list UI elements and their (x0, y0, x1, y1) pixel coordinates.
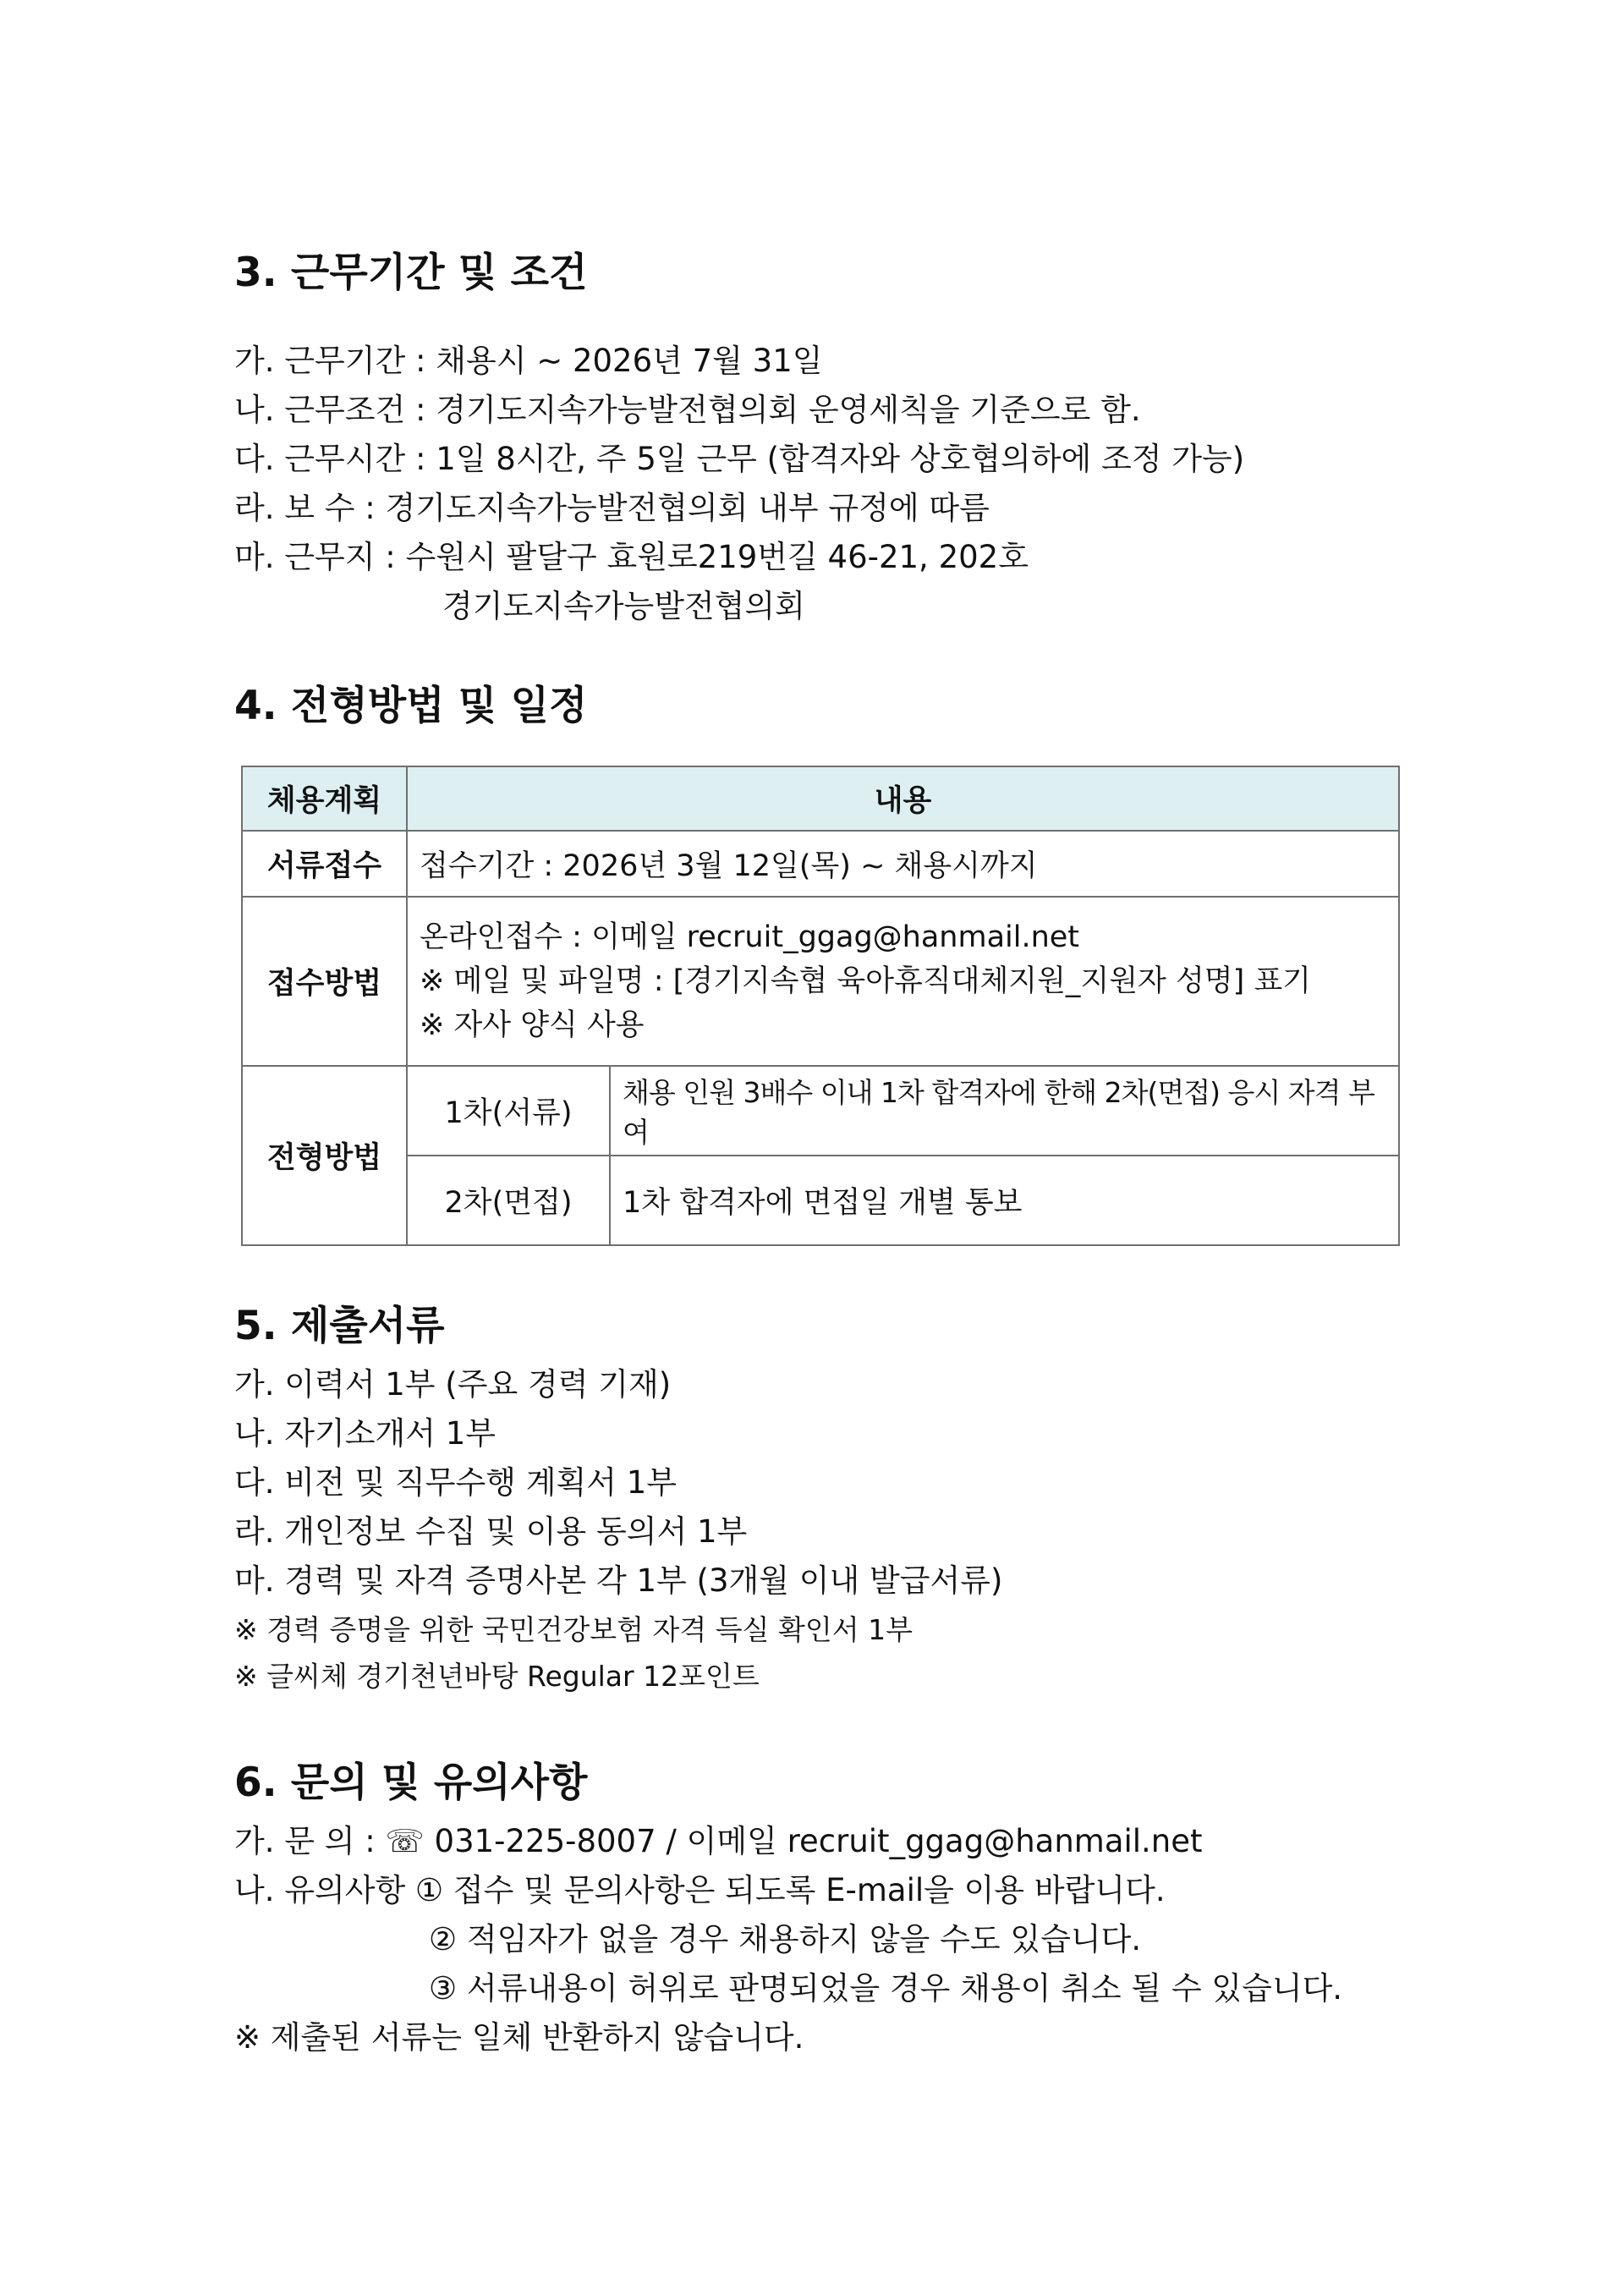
section-4-title: 4. 전형방법 및 일정 (234, 683, 588, 729)
section-5-item: 라. 개인정보 수집 및 이용 동의서 1부 (234, 1513, 748, 1550)
caution-line: ② 적임자가 없을 경우 채용하지 않을 수도 있습니다. (429, 1921, 1142, 1957)
receipt-method-line: ※ 메일 및 파일명 : [경기지속협 육아휴직대체지원_지원자 성명] 표기 (420, 964, 1311, 998)
section-3-item: 라. 보 수 : 경기도지속가능발전협의회 내부 규정에 따름 (234, 490, 990, 526)
table-row (242, 1156, 1399, 1245)
section-3-item: 다. 근무시간 : 1일 8시간, 주 5일 근무 (합격자와 상호협의하에 조정 가능) (234, 441, 1245, 477)
section-5-item: 다. 비전 및 직무수행 계획서 1부 (234, 1464, 678, 1501)
section-5-note: ※ 글씨체 경기천년바탕 Regular 12포인트 (234, 1660, 760, 1693)
section-3-item: 가. 근무기간 : 채용시 ~ 2026년 7월 31일 (234, 343, 823, 379)
section-3-item: 마. 근무지 : 수원시 팔달구 효원로219번길 46-21, 202호 (234, 539, 1029, 575)
section-3-title: 3. 근무기간 및 조건 (234, 250, 588, 296)
stage-1-desc: 채용 인원 3배수 이내 1차 합격자에 한해 2차(면접) 응시 자격 부여 (610, 1066, 1399, 1156)
section-5-item: 나. 자기소개서 1부 (234, 1415, 497, 1452)
stage-2-name: 2차(면접) (407, 1156, 610, 1245)
stage-1-name: 1차(서류) (407, 1066, 610, 1156)
caution-line: 나. 유의사항 ① 접수 및 문의사항은 되도록 E-mail을 이용 바랍니다. (234, 1872, 1166, 1908)
table-header-content: 내용 (407, 766, 1399, 831)
table-row (242, 831, 1399, 897)
receipt-method-line: ※ 자사 양식 사용 (420, 1008, 645, 1042)
stage-2-desc: 1차 합격자에 면접일 개별 통보 (610, 1156, 1399, 1245)
section-5-note: ※ 경력 증명을 위한 국민건강보험 자격 득실 확인서 1부 (234, 1613, 914, 1646)
section-5-item: 가. 이력서 1부 (주요 경력 기재) (234, 1366, 672, 1403)
row-label-selection-method: 전형방법 (242, 1066, 407, 1245)
schedule-table (241, 766, 1400, 1246)
section-5-title: 5. 제출서류 (234, 1303, 445, 1349)
table-header-row (242, 766, 1399, 831)
section-5-item: 마. 경력 및 자격 증명사본 각 1부 (3개월 이내 발급서류) (234, 1562, 1003, 1599)
table-row (242, 897, 1399, 1066)
final-note: ※ 제출된 서류는 일체 반환하지 않습니다. (234, 2019, 804, 2056)
receipt-method-line: 온라인접수 : 이메일 recruit_ggag@hanmail.net (420, 920, 1080, 954)
row-label-document-receipt: 서류접수 (242, 831, 407, 897)
table-row (242, 1066, 1399, 1156)
section-3-item: 나. 근무조건 : 경기도지속가능발전협의회 운영세칙을 기준으로 함. (234, 392, 1141, 428)
row-content-receipt-period: 접수기간 : 2026년 3월 12일(목) ~ 채용시까지 (407, 831, 1399, 897)
table-header-plan: 체용계획 (242, 766, 407, 831)
row-label-receipt-method: 접수방법 (242, 897, 407, 1066)
caution-line: ③ 서류내용이 허위로 판명되었을 경우 채용이 취소 될 수 있습니다. (429, 1970, 1343, 2007)
row-content-receipt-method (407, 897, 1399, 1066)
section-3-address-line2: 경기도지속가능발전협의회 (442, 588, 805, 624)
contact-line: 가. 문 의 : ☏ 031-225-8007 / 이메일 recruit_ggag@hanmail.net (234, 1823, 1203, 1859)
section-6-title: 6. 문의 및 유의사항 (234, 1760, 588, 1806)
